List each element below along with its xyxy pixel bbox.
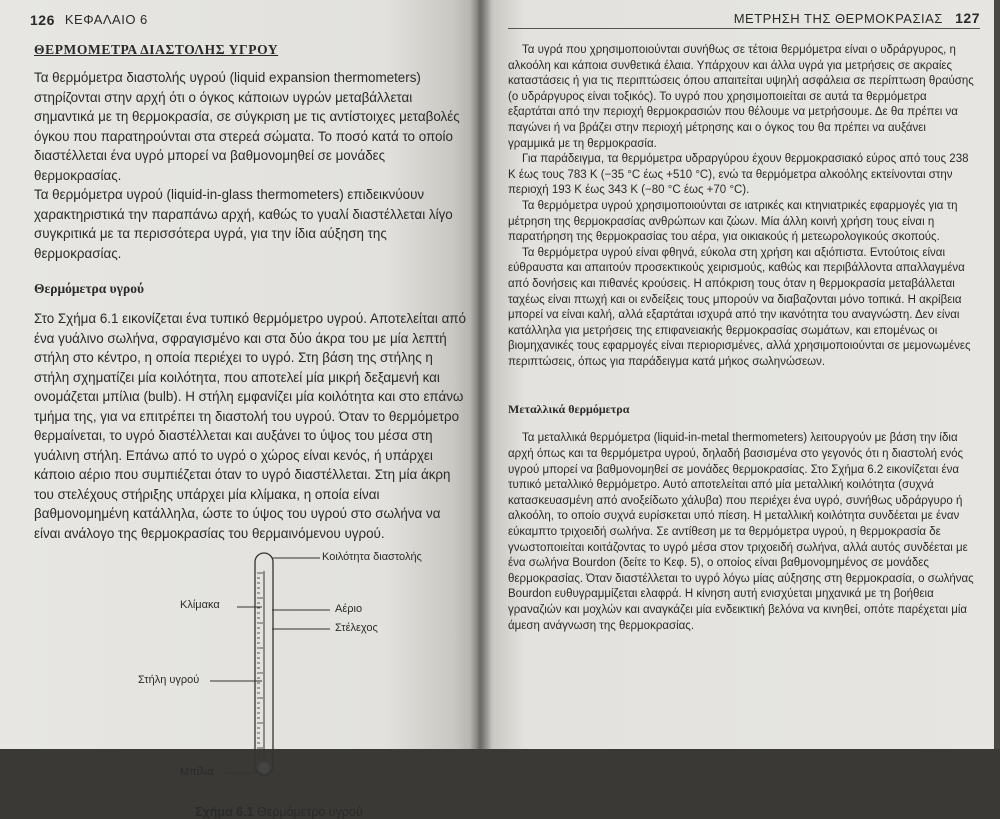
right-paragraph-3: Τα θερμόμετρα υγρού χρησιμοποιούνται σε ιατρικές και κτηνιατρικές εφαρμογές για τη μέτρηση της θερμοκρασίας ανθρώπων και ζώων. Μία άλλη κοινή χρήση τους είναι η παρατήρηση της θερμοκρασίας του αέρα, για οικιακούς ή μετεωρολογικούς σκοπούς. <box>508 199 958 244</box>
label-stem: Στέλεχος <box>335 622 378 634</box>
right-paragraph-1: Τα υγρά που χρησιμοποιούνται συνήθως σε τέτοια θερμόμετρα είναι ο υδράργυρος, η αλκοόλη και κάποια συνθετικά έλαια. Υπάρχουν και άλλα υγρά για μετρήσεις σε ακραίες καταστάσεις ή για τις περιπτώσεις όπου απαιτείται υψηλή ασφάλεια σε περίπτωση θραύσης (ο υδράργυρος είναι τοξικός). Το υγρό που χρησιμοποιείται σε αυτά τα θερμόμετρα εξαρτάται από την περιοχή θερμοκρασιών που θέλουμε να μετρήσουμε. Δε θα πρέπει να παγώνει ή να βράζει στην περιοχή μέτρησης και ο όγκος του θα πρέπει να αυξάνει γραμμικά με τη θερμοκρασία. <box>508 44 974 150</box>
caption-text: Θερμόμετρο υγρού <box>257 805 363 819</box>
label-gas: Αέριο <box>335 603 363 615</box>
label-expansion-cavity: Κοιλότητα διαστολής <box>322 551 422 563</box>
chapter-label: ΚΕΦΑΛΑΙΟ 6 <box>64 12 148 27</box>
right-paragraph-2: Για παράδειγμα, τα θερμόμετρα υδραργύρου έχουν θερμοκρασιακό εύρος από τους 238 K έως τους 783 K (−35 °C έως +510 °C), ενώ τα θερμόμετρα αλκοόλης εκτείνονται στην περιοχή 193 K έως 343 K (−80 °C έως +70 °C). <box>508 153 969 197</box>
page-number-right: 127 <box>955 10 980 26</box>
subsection-title-liquid-thermometers: Θερμόμετρα υγρού <box>34 281 144 296</box>
running-head-right <box>508 10 980 29</box>
intro-paragraph-2: Τα θερμόμετρα υγρού (liquid-in-glass thermometers) επιδεικνύουν χαρακτηριστικά την παραπάνω αρχή, καθώς το γυαλί διαστέλλεται λίγο συγκριτικά με τα περισσότερα υγρά, για την ίδια αύξηση της θερμοκρασίας. <box>34 187 453 261</box>
intro-paragraph-1: Τα θερμόμετρα διαστολής υγρού (liquid expansion thermometers) στηρίζονται στην αρχή ότι ο όγκος κάποιων υγρών μεταβάλλεται σημαντικά με τη θερμοκρασία, σε σύγκριση με τις αντίστοιχες μεταβολές όγκου που παρατηρούνται στα στερεά σώματα. Το ποσό κατά το οποίο διαστέλλεται ένα υγρό μπορεί να βαθμονομηθεί σε μονάδες θερμοκρασίας. <box>34 70 460 183</box>
left-page <box>0 0 482 819</box>
book-edge <box>994 0 1000 749</box>
right-page <box>478 0 994 749</box>
running-head-title: ΜΕΤΡΗΣΗ ΤΗΣ ΘΕΡΜΟΚΡΑΣΙΑΣ <box>733 11 943 26</box>
section-title-metal-thermometers: Μεταλλικά θερμόμετρα <box>508 402 630 417</box>
thermometer-body <box>255 553 273 775</box>
label-bulb: Μπίλια <box>180 766 214 778</box>
page-number-left: 126 <box>30 12 55 28</box>
metal-thermometers-paragraph: Τα μεταλλικά θερμόμετρα (liquid-in-metal thermometers) λειτουργούν με βάση την ίδια αρχή όπως και τα θερμόμετρα υγρού, δηλαδή βασισμένα στο γεγονός ότι η διαστολή ενός υγρού μπορεί να βαθμονομηθεί σε μονάδες θερμοκρασίας. Στο Σχήμα 6.2 εικονίζεται ένα τυπικό μεταλλικό θερμόμετρο. Αυτό αποτελείται από μία μεταλλική κοιλότητα (συχνά κατασκευασμένη από ανοξείδωτο χάλυβα) που περιέχει ένα υγρό, συνήθως υδράργυρο ή αλκοόλη, το οποίο συχνά ευρίσκεται υπό πίεση. Η μεταλλική κοιλότητα συνδέεται με έναν εύκαμπτο τριχοειδή σωλήνα. Σε αντίθεση με τα θερμόμετρα υγρού, η θερμοκρασία δε γνωστοποιείται κοιτάζοντας το υγρό μέσα στον τριχοειδή σωλήνα, αλλά αυτός συνδέεται με ένα σωλήνα Bourdon (δείτε το Κεφ. 5), ο οποίος είναι βαθμονομημένος σε μονάδες θερμοκρασίας. Όταν διαστέλλεται το υγρό λόγω μίας αύξησης στη θερμοκρασία, ο σωλήνας Bourdon ευθυγραμμίζεται ελαφρά. Η κίνηση αυτή ενισχύεται μηχανικά με τη βοήθεια γραναζιών και μοχλών και αναγκάζει μία ενδεικτική βελόνα να κινηθεί, οπότε παρέχεται μία άμεση ανάγνωση της θερμοκρασίας. <box>508 432 974 632</box>
label-scale: Κλίμακα <box>180 599 220 611</box>
scale-ticks <box>257 573 263 758</box>
leader-lines <box>210 558 330 773</box>
subsection-paragraph: Στο Σχήμα 6.1 εικονίζεται ένα τυπικό θερμόμετρο υγρού. Αποτελείται από ένα γυάλινο σωλήνα, σφραγισμένο και στα δύο άκρα του με μία λεπτή στήλη στο κέντρο, η οποία περιέχει το υγρό. Στη βάση της στήλης η στήλη σχηματίζει μία κοιλότητα, που αποτελεί μία μικρή δεξαμενή και ονομάζεται μπίλια (bulb). Η στήλη εμφανίζει μία κοιλότητα και στο επάνω τμήμα της, για να επιτρέπει τη διαστολή του υγρού. Όταν το θερμόμετρο θερμαίνεται, το υγρό διαστέλλεται και αυξάνει το ύψος του μέσα στη γυάλινη στήλη. Επάνω από το υγρό ο χώρος είναι κενός, ή υπάρχει κάποιο αέριο που συμπιέζεται όταν το υγρό διαστέλλεται. Στη μία άκρη του στελέχους στήριξης υπάρχει μία κλίμακα, η οποία είναι βαθμονομημένη κατάλληλα, ώστε το ύψος του υγρού στο σωλήνα να είναι ανάλογο της θερμοκρασίας του θερμαινόμενου υγρού. <box>34 311 466 541</box>
caption-number: Σχήμα 6.1 <box>195 805 254 819</box>
right-paragraph-4: Τα θερμόμετρα υγρού είναι φθηνά, εύκολα στη χρήση και αξιόπιστα. Εντούτοις είναι εύθραυστα και απαιτούν προσεκτικούς χειρισμούς, καθώς και περιβάλλοντα απαλλαγμένα από δονήσεις και πιθανές κρούσεις. Η απόκριση τους όταν η θερμοκρασία μεταβάλλεται ταχέως είναι πτωχή και οι ενδείξεις τους μπορούν να διαβαζονται μόνο τοπικά. Η ακρίβεια μπορεί να είναι καλή, αλλά εξαρτάται ισχυρά από την ικανότητα του αναγνώστη. Δεν είναι κατάλληλα για μετρήσεις της επιφανειακής θερμοκρασίας σωμάτων, και επομένως οι βιομηχανικές τους εφαρμογές είναι περιορισμένες, αλλά χρησιμοποιούνται σε μεμονωμένες περιπτώσεις, όπως για παράδειγμα κατά μήκος σωληνώσεων. <box>508 246 971 368</box>
book-spine-shadow <box>470 0 492 749</box>
figure-caption <box>195 805 363 819</box>
running-head-left <box>30 12 468 28</box>
label-liquid-column: Στήλη υγρού <box>138 674 200 686</box>
thermometer-diagram <box>30 547 460 797</box>
thermometer-figure <box>30 547 460 817</box>
section-title-liquid-expansion: ΘΕΡΜΟΜΕΤΡΑ ΔΙΑΣΤΟΛΗΣ ΥΓΡΟΥ <box>34 42 279 57</box>
